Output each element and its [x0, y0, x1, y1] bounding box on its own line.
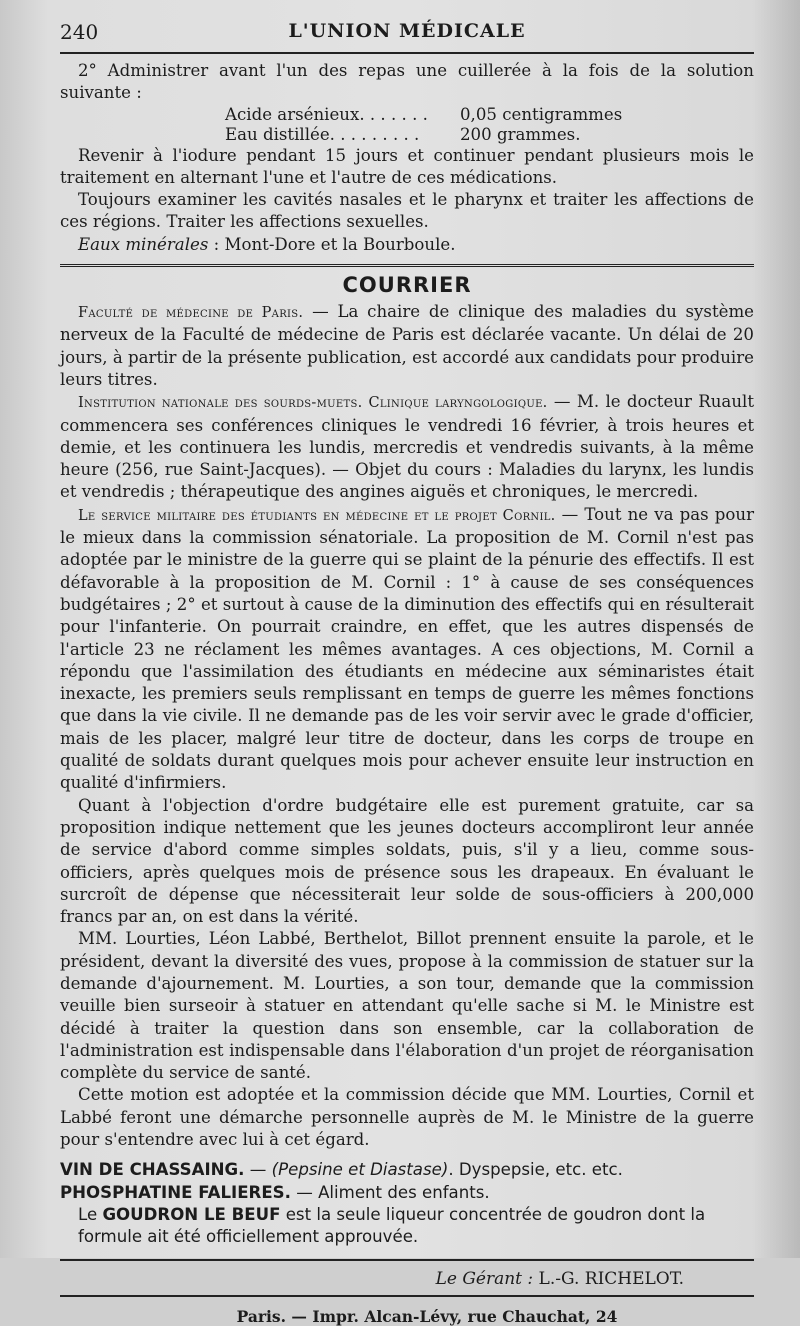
gerant-line — [60, 1269, 754, 1289]
mineral-waters-label: Eaux minérales — [78, 234, 209, 254]
ad-text: Le — [78, 1204, 103, 1224]
ad-brand: PHOSPHATINE FALIERES. — [60, 1182, 291, 1202]
ad-brand: VIN DE CHASSAING. — [60, 1160, 245, 1180]
news-paragraph — [60, 504, 754, 795]
recipe-ingredient: Eau distillée. . . . . . . . . — [225, 124, 420, 144]
news-heading: Institution nationale des sourds-muets. Clinique laryngologique. — [78, 395, 548, 412]
ad-goudron — [60, 1204, 754, 1249]
news-paragraph — [60, 391, 754, 503]
advertisements — [60, 1159, 754, 1248]
recipe-quantity: 0,05 centigrammes — [460, 104, 623, 124]
mineral-waters-text: : Mont-Dore et la Bourboule. — [208, 234, 456, 254]
recipe-row — [60, 125, 754, 145]
treatment-paragraph: Revenir à l'iodure pendant 15 jours et continuer pendant plusieurs mois le traitement en alternant l'une et l'autre de ces médications. — [60, 145, 754, 187]
ad-text: est la seule liqueur concentrée de goudron dont la formule ait été officiellement approuvée. — [78, 1204, 706, 1247]
footer-rule — [60, 1295, 754, 1297]
treatment-intro: 2° Administrer avant l'un des repas une cuillerée à la fois de la solution suivante : — [60, 61, 754, 103]
mineral-waters-line — [60, 234, 754, 256]
journal-title: L'UNION MÉDICALE — [288, 20, 526, 42]
news-paragraph: Cette motion est adoptée et la commission décide que MM. Lourties, Cornil et Labbé feront une démarche personnelle auprès de M. le Ministre de la guerre pour s'entendre avec lui à cet égard. — [60, 1085, 754, 1150]
ad-text: — Aliment des enfants. — [290, 1182, 490, 1202]
news-heading: Faculté de médecine de Paris. — [78, 305, 304, 322]
ad-text: . Dyspepsie, etc. etc. — [448, 1160, 623, 1180]
header-rule — [60, 52, 754, 54]
running-header — [60, 12, 754, 48]
ad-brand: GOUDRON LE BEUF — [102, 1204, 281, 1224]
footer-rule — [60, 1259, 754, 1261]
printer-imprint: Paris. — Impr. Alcan-Lévy, rue Chauchat, 24 — [236, 1306, 618, 1326]
news-heading: Le service militaire des étudiants en médecine et le projet Cornil. — [78, 507, 556, 524]
treatment-paragraph: Toujours examiner les cavités nasales et le pharynx et traiter les affections de ces régions. Traiter les affections sexuelles. — [60, 190, 754, 232]
ad-text: — — [244, 1160, 272, 1180]
section-heading: COURRIER — [342, 273, 472, 298]
recipe-quantity: 200 grammes. — [460, 124, 581, 144]
news-text: — Tout ne va pas pour le mieux dans la commission sénatoriale. La proposition de M. Cornil n'est pas adoptée par le ministre de la guerre qui se plaint de la pénurie des effectifs. Il est défavorable à la proposition de M. Cornil : 1° à cause de ses conséquences budgétaires ; 2° et surtout à cause de la diminution des effectifs qui en résulterait pour l'infanterie. On pourrait craindre, en effet, que les autres dispensés de l'article 23 ne réclament les mêmes avantages. A ces objections, M. Cornil a répondu que l'assimilation des étudiants en médecine aux séminaristes était inexacte, les premiers seuls remplissant en temps de guerre les mêmes fonctions que dans la vie civile. Il ne demande pas de les voir servir avec le grade d'officier, mais de les placer, malgré leur titre de docteur, dans les corps de troupe en qualité de soldats durant quelques mois pour achever ensuite leur instruction en qualité d'infirmiers. — [60, 504, 754, 793]
ad-phosphatine — [60, 1182, 754, 1204]
gerant-label: Le Gérant : — [435, 1268, 534, 1289]
section-rule — [60, 264, 754, 269]
recipe-ingredient: Acide arsénieux. . . . . . . — [225, 104, 428, 124]
gerant-name: L.-G. RICHELOT. — [533, 1268, 684, 1289]
news-text: — M. le docteur Ruault commencera ses conférences cliniques le vendredi 16 février, à trois heures et demie, et les continuera les lundis, mercredis et vendredis suivants, à la même heure (256, rue Saint-Jacques). — Objet du cours : Maladies du larynx, les lundis et vendredis ; thérapeutique des angines aiguës et chroniques, le mercredi. — [60, 392, 754, 502]
news-text: — La chaire de clinique des maladies du système nerveux de la Faculté de médecine de Paris est déclarée vacante. Un délai de 20 jours, à partir de la présente publication, est accordé aux candidats pour produire leurs titres. — [60, 302, 754, 389]
news-paragraph: MM. Lourties, Léon Labbé, Berthelot, Billot prennent ensuite la parole, et le président, devant la diversité des vues, propose à la commission de statuer sur la demande d'ajournement. M. Lourties, a son tour, demande que la commission veuille bien surseoir à statuer en attendant qu'elle sache si M. le Ministre est décidé à traiter la question dans son ensemble, car la collaboration de l'administration est indispensable dans l'élaboration d'un projet de réorganisation complète du service de santé. — [60, 929, 754, 1083]
page-number: 240 — [60, 20, 99, 44]
news-paragraph — [60, 301, 754, 391]
recipe-row — [60, 105, 754, 125]
recipe-list — [60, 105, 754, 145]
news-paragraph: Quant à l'objection d'ordre budgétaire elle est purement gratuite, car sa proposition indique nettement que les jeunes docteurs accompliront leur année de service d'abord comme simples soldats, puis, s'il y a lieu, comme sous-officiers, après quelques mois de présence sous les drapeaux. En évaluant le surcroît de dépense que nécessiterait leur solde de sous-officiers à 200,000 francs par an, on est dans la vérité. — [60, 795, 754, 927]
ad-italic: (Pepsine et Diastase) — [271, 1160, 449, 1180]
ad-vin-chassaing — [60, 1159, 754, 1181]
